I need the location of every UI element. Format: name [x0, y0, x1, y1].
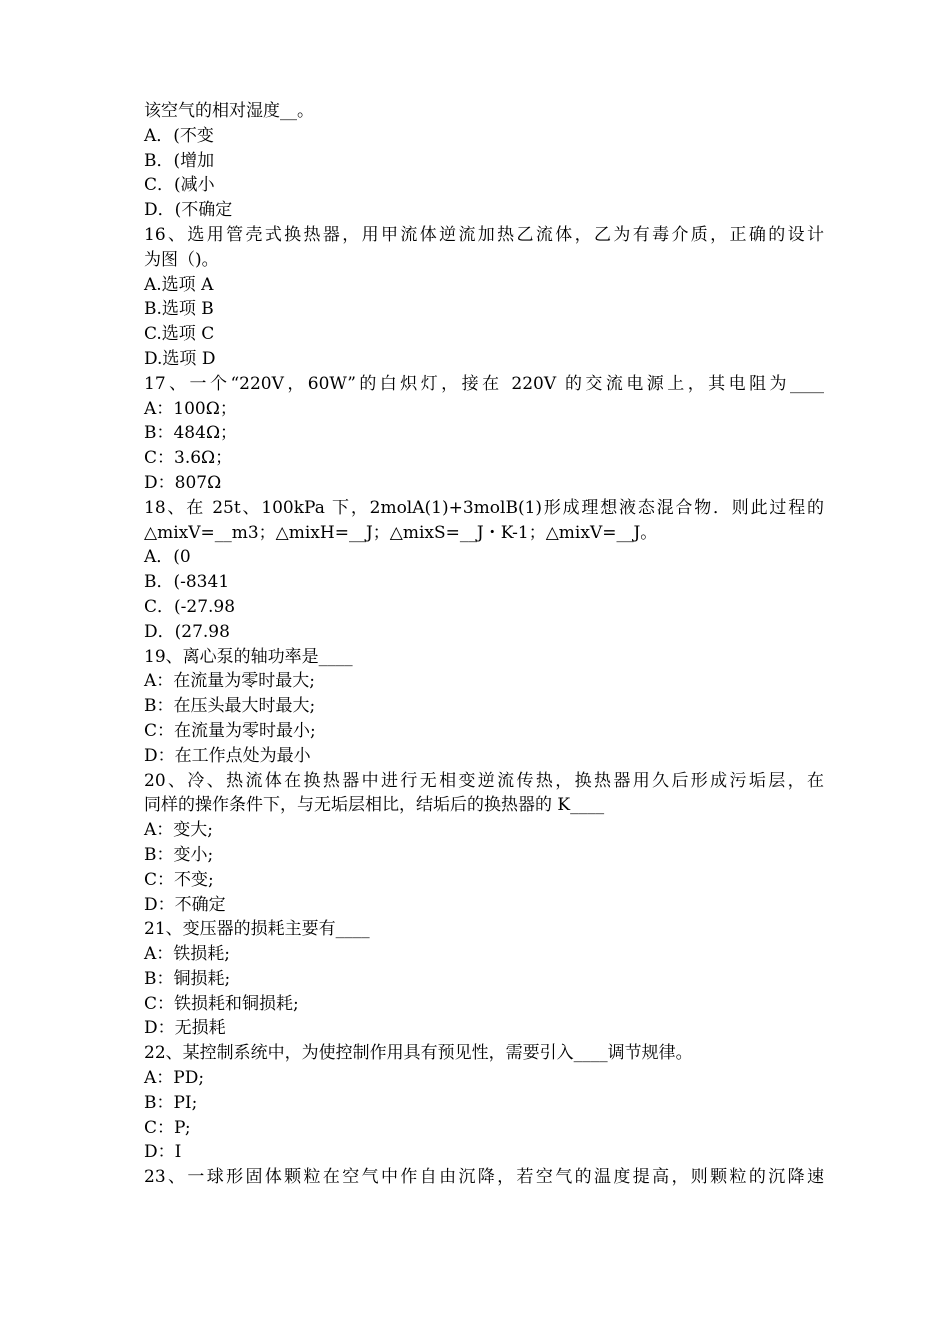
text-line: 18、在 25t、100kPa 下，2molA(1)+3molB(1)形成理想液态混合物．则此过程的	[144, 497, 824, 518]
text-line: D：不确定	[144, 894, 226, 915]
text-line: C：铁损耗和铜损耗;	[144, 993, 299, 1014]
text-line: B．(-8341	[144, 572, 230, 593]
text-line: B.选项 B	[144, 299, 214, 320]
text-line: B：铜损耗;	[144, 968, 231, 989]
text-line: A：变大;	[144, 820, 214, 841]
text-line: △mixV=__m3；△mixH=__J；△mixS=__J・K-1；△mixV=__J。	[144, 522, 658, 543]
text-line: B：PI;	[144, 1092, 198, 1113]
text-line: D.选项 D	[144, 348, 216, 369]
text-line: C.选项 C	[144, 324, 215, 345]
text-line: A：PD;	[144, 1068, 205, 1089]
text-line: B：在压头最大时最大;	[144, 696, 316, 717]
text-line: 20、冷、热流体在换热器中进行无相变逆流传热，换热器用久后形成污垢层，在	[144, 770, 824, 791]
text-line: C：P;	[144, 1117, 191, 1138]
text-line: C．(-27.98	[144, 596, 236, 617]
text-line: D：在工作点处为最小	[144, 745, 311, 766]
text-line: 该空气的相对湿度__。	[144, 101, 314, 121]
text-line: C．(减小	[144, 175, 215, 196]
text-line: A：铁损耗;	[144, 944, 231, 965]
text-line: 19、离心泵的轴功率是____	[144, 646, 353, 667]
text-line: C：不变;	[144, 869, 214, 890]
text-line: 16、选用管壳式换热器，用甲流体逆流加热乙流体，乙为有毒介质，正确的设计	[144, 224, 824, 245]
text-line: B：484Ω；	[144, 423, 238, 444]
text-line: C：3.6Ω；	[144, 448, 233, 469]
text-line: A．(不变	[144, 125, 214, 146]
text-line: 23、一球形固体颗粒在空气中作自由沉降，若空气的温度提高，则颗粒的沉降速	[144, 1167, 824, 1188]
text-line: A：100Ω；	[144, 398, 237, 419]
text-line: 21、变压器的损耗主要有____	[144, 919, 370, 940]
text-line: C：在流量为零时最小;	[144, 720, 316, 741]
text-line: A.选项 A	[144, 274, 214, 295]
text-line: D：807Ω	[144, 472, 222, 493]
text-line: D：I	[144, 1142, 182, 1163]
text-line: 22、某控制系统中，为使控制作用具有预见性，需要引入____调节规律。	[144, 1043, 693, 1064]
document-body	[144, 99, 824, 1190]
text-line: A．(0	[144, 547, 191, 568]
text-line: D．(不确定	[144, 200, 233, 221]
text-line: 同样的操作条件下，与无垢层相比，结垢后的换热器的 K____	[144, 795, 605, 816]
text-line: 17、一个“220V，60W”的白炽灯，接在 220V 的交流电源上，其电阻为____	[144, 373, 824, 394]
text-line: D．(27.98	[144, 621, 230, 642]
text-line: B．(增加	[144, 150, 215, 171]
text-line: D：无损耗	[144, 1018, 226, 1039]
text-line: A：在流量为零时最大;	[144, 671, 316, 692]
text-line: B：变小;	[144, 844, 214, 865]
text-line: 为图（)。	[144, 249, 219, 270]
